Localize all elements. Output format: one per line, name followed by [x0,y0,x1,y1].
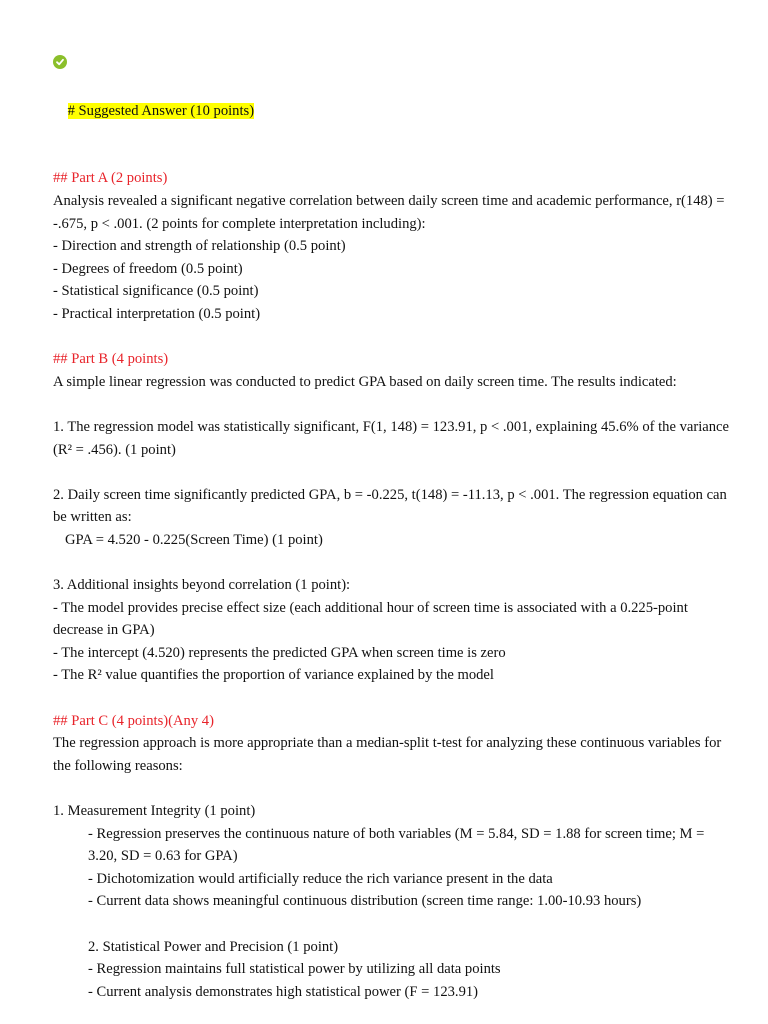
spacer [53,393,733,416]
part-b-point-1: 1. The regression model was statistically significant, F(1, 148) = 123.91, p < .001, explaining 45.6% of the variance (R² = .456). (1 point) [53,418,733,458]
part-b-point-2: 2. Daily screen time significantly predicted GPA, b = -0.225, t(148) = -11.13, p < .001. The regression equation can be written as: [53,486,731,526]
part-b-insight: - The intercept (4.520) represents the predicted GPA when screen time is zero [53,644,506,661]
reason-1-item: - Dichotomization would artificially reduce the rich variance present in the data [88,870,553,887]
reason-1-title: 1. Measurement Integrity (1 point) [53,803,256,819]
part-c-heading: ## Part C (4 points)(Any 4) [53,712,214,729]
regression-equation: GPA = 4.520 - 0.225(Screen Time) (1 point) [65,531,323,548]
check-circle-icon [53,55,67,69]
part-a-paragraph: Analysis revealed a significant negative correlation between daily screen time and academic performance, r(148) = -.675, p < .001. (2 points for complete interpretation including): [53,192,729,232]
part-a-item: - Degrees of freedom (0.5 point) [53,260,243,277]
spacer [53,461,733,484]
part-a-item: - Practical interpretation (0.5 point) [53,305,261,322]
part-b-intro: A simple linear regression was conducted to predict GPA based on daily screen time. The results indicated: [53,373,677,390]
spacer [53,326,733,349]
part-a-item: - Statistical significance (0.5 point) [53,283,259,300]
reason-2-title: 2. Statistical Power and Precision (1 point) [88,938,339,955]
checkmark-glyph [55,57,65,67]
spacer [53,551,733,574]
answer-header-line [53,77,733,145]
part-c-intro: The regression approach is more appropriate than a median-split t-test for analyzing these continuous variables for the following reasons: [53,735,725,774]
spacer [53,913,733,936]
spacer [53,777,733,800]
part-b-point-3: 3. Additional insights beyond correlation (1 point): [53,577,351,594]
part-b-insight: - The model provides precise effect size (each additional hour of screen time is associated with a 0.225-point decrease in GPA) [53,599,692,639]
reason-2-item: - Regression maintains full statistical power by utilizing all data points [88,961,501,978]
document-body [53,77,733,1003]
part-a-item: - Direction and strength of relationship (0.5 point) [53,238,346,255]
spacer [53,145,733,168]
reason-1-item: - Current data shows meaningful continuous distribution (screen time range: 1.00-10.93 hours) [88,893,642,910]
reason-1-item: - Regression preserves the continuous nature of both variables (M = 5.84, SD = 1.88 for screen time; M = 3.20, SD = 0.63 for GPA) [88,825,709,865]
spacer [53,687,733,710]
reason-2-item: - Current analysis demonstrates high statistical power (F = 123.91) [88,983,479,1000]
answer-header: # Suggested Answer (10 points) [67,102,255,119]
part-b-heading: ## Part B (4 points) [53,351,169,368]
part-a-heading: ## Part A (2 points) [53,170,168,187]
part-b-insight: - The R² value quantifies the proportion of variance explained by the model [53,667,494,684]
